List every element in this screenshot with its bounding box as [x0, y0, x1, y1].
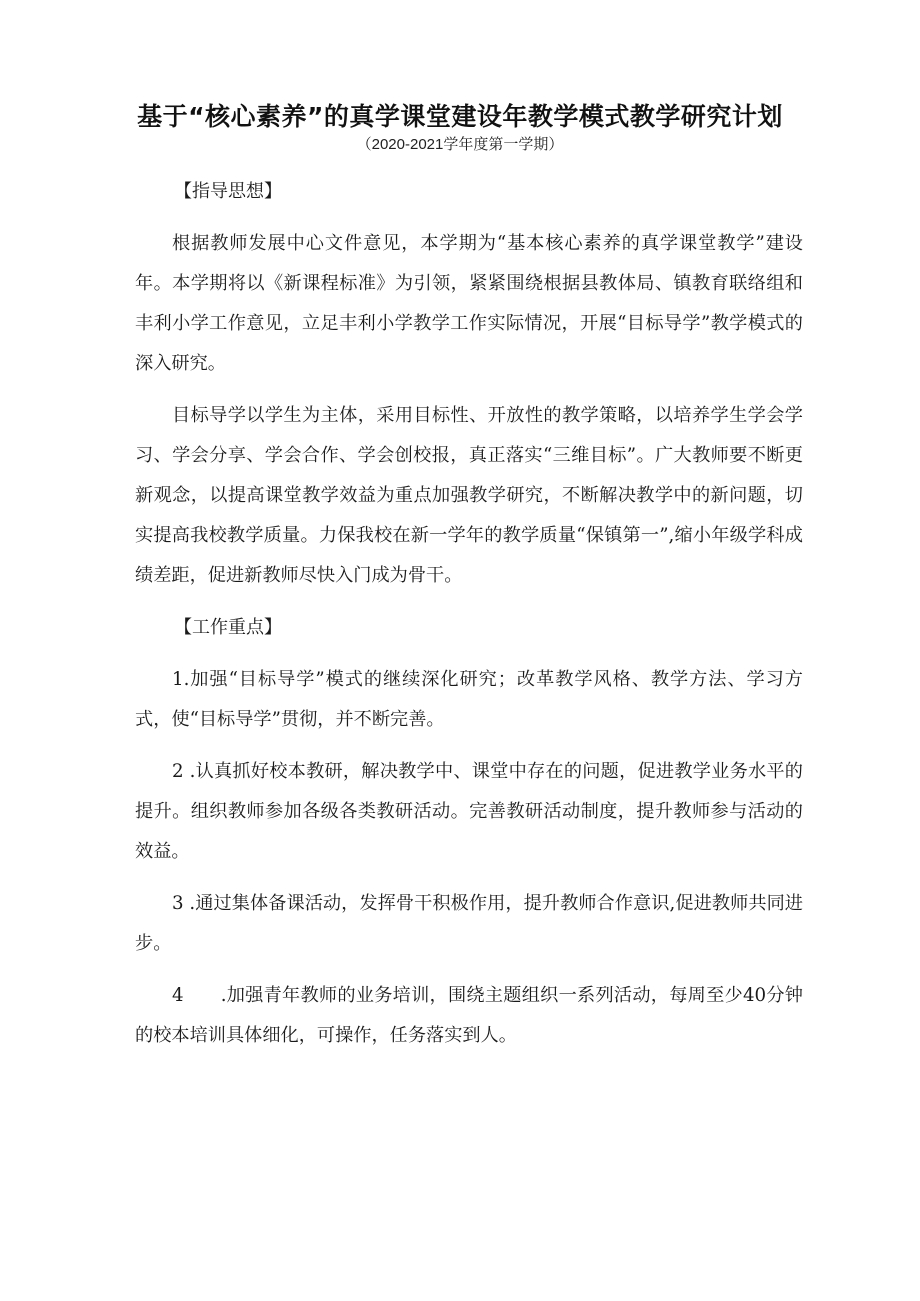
section-heading-focus: 【工作重点】	[174, 617, 282, 638]
document-title: 基于“核心素养”的真学课堂建设年教学模式教学研究计划	[137, 102, 783, 131]
paragraph: 根据教师发展中心文件意见，本学期为“基本核心素养的真学课堂教学”建设年。本学期将以《新课程标准》为引领，紧紧围绕根据县教体局、镇教育联络组和丰利小学工作意见，立足丰利小学教学工作实际情况，开展“目标导学”教学模式的深入研究。	[135, 233, 803, 374]
list-item: 3 .通过集体备课活动，发挥骨干积极作用，提升教师合作意识,促进教师共同进步。	[135, 893, 803, 954]
list-item: 4 .加强青年教师的业务培训，围绕主题组织一系列活动，每周至少40分钟的校本培训具体细化，可操作，任务落实到人。	[135, 985, 803, 1046]
section-heading-guiding: 【指导思想】	[174, 181, 282, 202]
list-item: 1.加强“目标导学”模式的继续深化研究；改革教学风格、教学方法、学习方式，使“目标导学”贯彻，并不断完善。	[135, 669, 803, 730]
paragraph: 目标导学以学生为主体，采用目标性、开放性的教学策略，以培养学生学会学习、学会分享、学会合作、学会创校报，真正落实“三维目标”。广大教师要不断更新观念，以提高课堂教学效益为重点加强教学研究，不断解决教学中的新问题，切实提高我校教学质量。力保我校在新一学年的教学质量“保镇第一”,缩小年级学科成绩差距，促进新教师尽快入门成为骨干。	[135, 405, 803, 586]
document-subtitle: （2020-2021学年度第一学期）	[356, 136, 564, 153]
list-item: 2 .认真抓好校本教研，解决教学中、课堂中存在的问题，促进教学业务水平的提升。组织教师参加各级各类教研活动。完善教研活动制度，提升教师参与活动的效益。	[135, 761, 803, 862]
document-body	[135, 172, 803, 1056]
